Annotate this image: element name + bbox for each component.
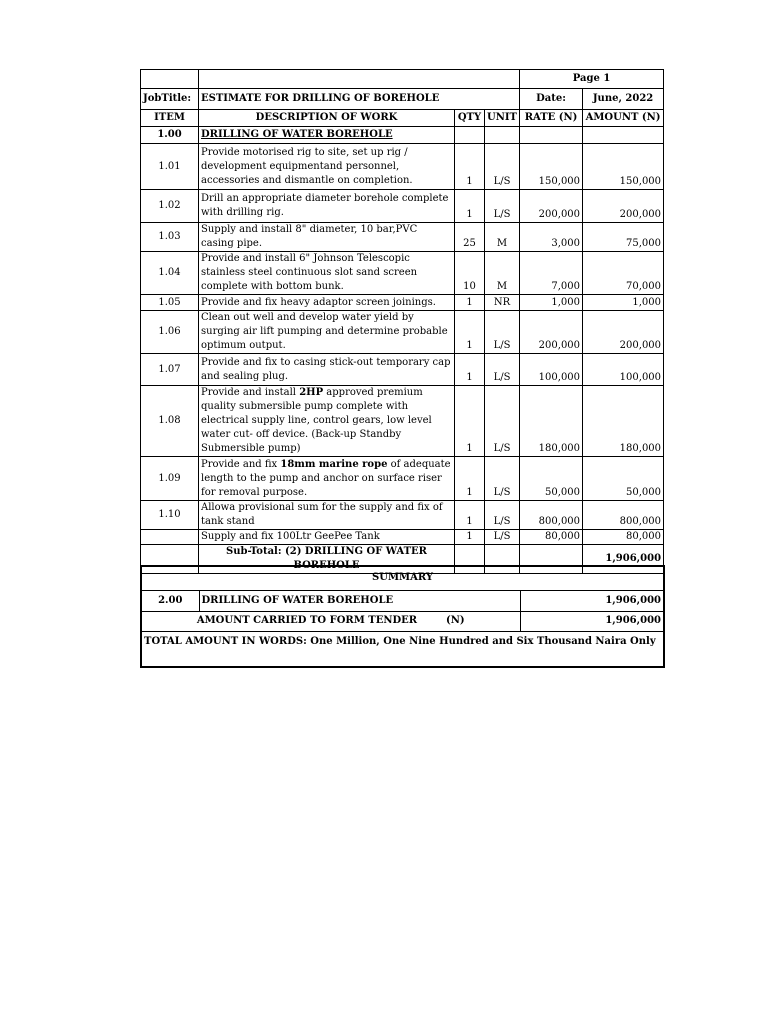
- section-title: DRILLING OF WATER BOREHOLE: [199, 127, 455, 144]
- table-row: [141, 457, 664, 501]
- item-unit: L/S: [485, 311, 520, 354]
- carried-label-cell: [141, 611, 520, 631]
- item-rate: 50,000: [520, 457, 583, 501]
- description-part: 18mm marine rope: [280, 458, 388, 470]
- item-number: [141, 530, 199, 545]
- section-number: 1.00: [141, 127, 199, 144]
- description-part: Drill an appropriate diameter borehole complete with drilling rig.: [201, 193, 449, 218]
- item-amount: 200,000: [583, 311, 664, 354]
- table-row: [141, 252, 664, 295]
- item-description: [199, 223, 455, 252]
- item-amount: 50,000: [583, 457, 664, 501]
- item-rate: 200,000: [520, 311, 583, 354]
- estimate-table: [140, 69, 664, 574]
- item-number: 1.07: [141, 354, 199, 386]
- item-description: [199, 386, 455, 457]
- item-unit: M: [485, 223, 520, 252]
- estimate-rows: [141, 144, 664, 545]
- description-part: Supply and fix 100Ltr GeePee Tank: [201, 531, 380, 542]
- description-part: 2HP: [299, 387, 324, 398]
- subtotal-amount: 1,906,000: [583, 545, 664, 574]
- table-row: [141, 386, 664, 457]
- summary-item-row: [141, 590, 664, 611]
- item-rate: 800,000: [520, 501, 583, 530]
- item-qty: 10: [455, 252, 485, 295]
- item-description: [199, 311, 455, 354]
- column-header-row: [141, 110, 664, 127]
- job-title-row: [141, 89, 664, 110]
- page-row: [141, 70, 664, 89]
- item-qty: 1: [455, 354, 485, 386]
- words-row: [141, 631, 664, 667]
- table-row: [141, 530, 664, 545]
- col-description: DESCRIPTION OF WORK: [199, 110, 455, 127]
- table-row: [141, 190, 664, 223]
- col-unit: UNIT: [485, 110, 520, 127]
- description-part: Provide and fix heavy adaptor screen joinings.: [201, 296, 436, 308]
- item-qty: 1: [455, 457, 485, 501]
- item-amount: 75,000: [583, 223, 664, 252]
- col-qty: QTY: [455, 110, 485, 127]
- carried-unit: (N): [446, 615, 465, 626]
- description-part: Clean out well and develop water yield by surging air lift pumping and determine probable optimum output.: [201, 312, 448, 351]
- col-item: ITEM: [141, 110, 199, 127]
- item-qty: 1: [455, 530, 485, 545]
- carried-label: AMOUNT CARRIED TO FORM TENDER: [196, 615, 418, 626]
- summary-title-row: [141, 566, 664, 590]
- col-amount: AMOUNT (N): [583, 110, 664, 127]
- summary-amount: 1,906,000: [520, 590, 664, 611]
- item-description: [199, 144, 455, 190]
- item-number: 1.09: [141, 457, 199, 501]
- item-qty: 1: [455, 190, 485, 223]
- table-row: [141, 295, 664, 311]
- item-unit: L/S: [485, 354, 520, 386]
- item-number: 1.01: [141, 144, 199, 190]
- table-row: [141, 223, 664, 252]
- item-rate: 3,000: [520, 223, 583, 252]
- carried-amount: 1,906,000: [520, 611, 664, 631]
- item-amount: 180,000: [583, 386, 664, 457]
- item-number: 1.08: [141, 386, 199, 457]
- description-part: Provide and fix: [201, 458, 281, 470]
- item-unit: M: [485, 252, 520, 295]
- item-number: 1.02: [141, 190, 199, 223]
- item-qty: 1: [455, 386, 485, 457]
- item-qty: 1: [455, 501, 485, 530]
- item-number: 1.06: [141, 311, 199, 354]
- item-amount: 150,000: [583, 144, 664, 190]
- item-number: 1.04: [141, 252, 199, 295]
- item-unit: L/S: [485, 144, 520, 190]
- item-description: [199, 295, 455, 311]
- item-description: [199, 252, 455, 295]
- description-part: Provide and install: [201, 387, 300, 398]
- item-description: [199, 190, 455, 223]
- description-part: approved premium quality submersible pump complete with electrical supply line, control gears, low level water cut- off device. (Back-up Standby Submersible pump): [201, 387, 432, 454]
- item-rate: 1,000: [520, 295, 583, 311]
- carried-row: [141, 611, 664, 631]
- table-row: [141, 311, 664, 354]
- page-number: Page 1: [520, 70, 664, 89]
- item-qty: 1: [455, 295, 485, 311]
- description-part: Supply and install 8" diameter, 10 bar,PVC casing pipe.: [201, 224, 418, 249]
- description-part: Allowa provisional sum for the supply and fix of tank stand: [201, 502, 443, 527]
- item-amount: 200,000: [583, 190, 664, 223]
- subtotal-label: Sub-Total: (2) DRILLING OF WATER BOREHOLE: [199, 545, 455, 574]
- item-amount: 70,000: [583, 252, 664, 295]
- item-number: 1.05: [141, 295, 199, 311]
- item-unit: L/S: [485, 530, 520, 545]
- item-rate: 100,000: [520, 354, 583, 386]
- description-part: of adequate length to the pump and anchor on surface riser for removal purpose.: [201, 458, 451, 498]
- summary-item: 2.00: [141, 590, 199, 611]
- item-unit: L/S: [485, 457, 520, 501]
- item-description: [199, 457, 455, 501]
- item-unit: L/S: [485, 501, 520, 530]
- section-row: [141, 127, 664, 144]
- item-rate: 80,000: [520, 530, 583, 545]
- item-description: [199, 530, 455, 545]
- table-row: [141, 501, 664, 530]
- item-unit: L/S: [485, 386, 520, 457]
- item-description: [199, 354, 455, 386]
- table-row: [141, 144, 664, 190]
- summary-title: SUMMARY: [141, 566, 664, 590]
- description-part: Provide and install 6" Johnson Telescopic stainless steel continuous slot sand screen complete with bottom bunk.: [201, 253, 418, 292]
- item-amount: 100,000: [583, 354, 664, 386]
- item-rate: 180,000: [520, 386, 583, 457]
- item-unit: NR: [485, 295, 520, 311]
- item-rate: 7,000: [520, 252, 583, 295]
- total-in-words: TOTAL AMOUNT IN WORDS: One Million, One Nine Hundred and Six Thousand Naira Only: [141, 631, 664, 667]
- description-part: Provide motorised rig to site, set up rig / development equipmentand personnel, accessories and dismantle on completion.: [201, 146, 413, 186]
- item-amount: 800,000: [583, 501, 664, 530]
- item-rate: 200,000: [520, 190, 583, 223]
- job-title-label: JobTitle:: [141, 89, 199, 110]
- item-unit: L/S: [485, 190, 520, 223]
- item-amount: 1,000: [583, 295, 664, 311]
- item-description: [199, 501, 455, 530]
- description-part: Provide and fix to casing stick-out temporary cap and sealing plug.: [201, 356, 451, 382]
- item-qty: 1: [455, 311, 485, 354]
- item-qty: 1: [455, 144, 485, 190]
- summary-table: [140, 565, 665, 668]
- job-title: ESTIMATE FOR DRILLING OF BOREHOLE: [199, 89, 520, 110]
- summary-description: DRILLING OF WATER BOREHOLE: [199, 590, 520, 611]
- item-rate: 150,000: [520, 144, 583, 190]
- table-row: [141, 354, 664, 386]
- item-number: 1.10: [141, 501, 199, 530]
- item-number: 1.03: [141, 223, 199, 252]
- date-value: June, 2022: [583, 89, 664, 110]
- item-amount: 80,000: [583, 530, 664, 545]
- col-rate: RATE (N): [520, 110, 583, 127]
- item-qty: 25: [455, 223, 485, 252]
- date-label: Date:: [520, 89, 583, 110]
